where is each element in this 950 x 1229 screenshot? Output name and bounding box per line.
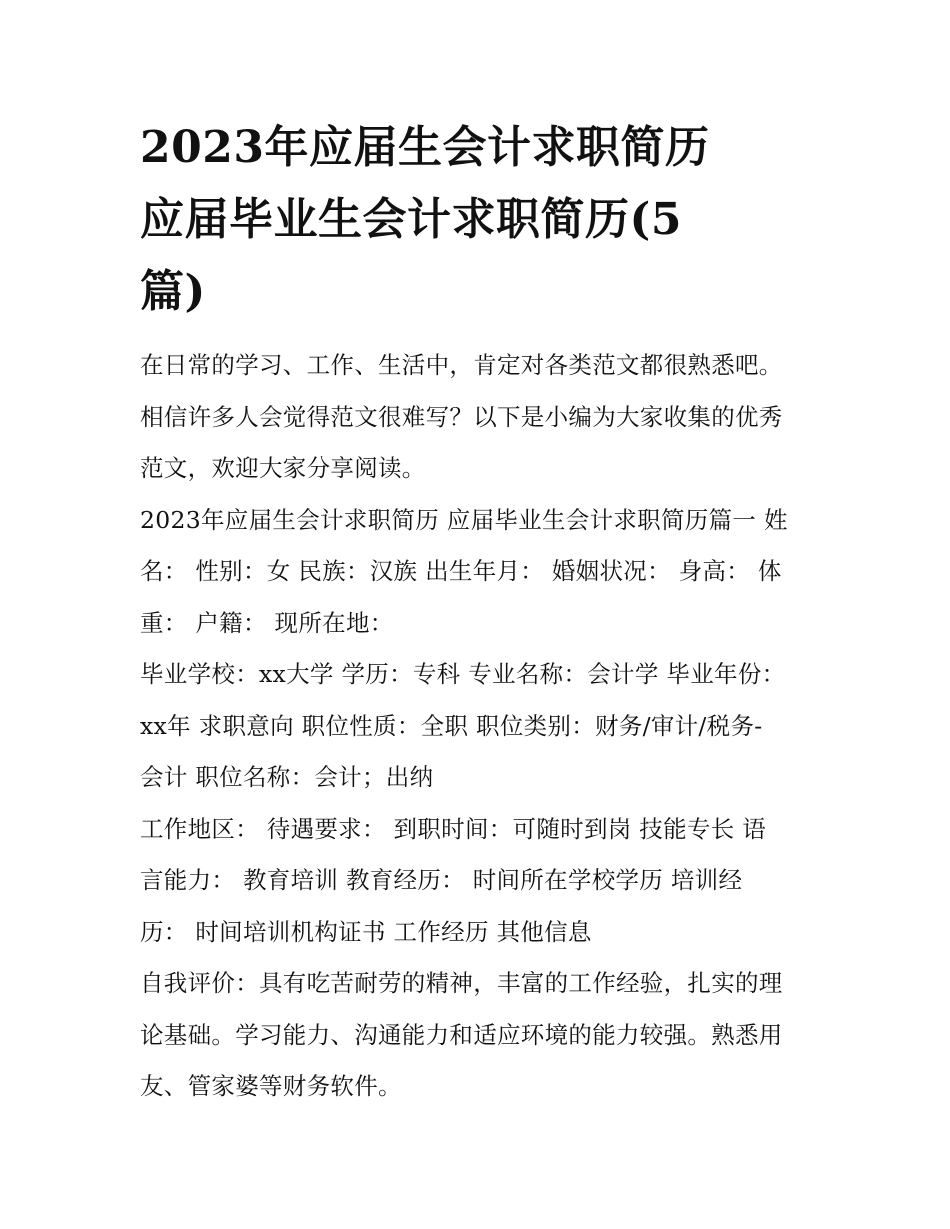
title-line-1: 2023年应届生会计求职简历 — [140, 122, 710, 173]
paragraph-line: xx年 求职意向 职位性质：全职 职位类别：财务/审计/税务- — [140, 711, 763, 740]
paragraph-line: 历： 时间培训机构证书 工作经历 其他信息 — [140, 917, 592, 946]
title-line-2: 应届毕业生会计求职简历(5 — [140, 194, 682, 245]
paragraph-line: 言能力： 教育培训 教育经历： 时间所在学校学历 培训经 — [140, 866, 743, 894]
work-skills-paragraph — [140, 804, 820, 959]
title-line-3: 篇) — [140, 266, 206, 317]
paragraph-line: 工作地区： 待遇要求： 到职时间：可随时到岗 技能专长 语 — [140, 814, 767, 843]
paragraph-line: 在日常的学习、工作、生活中，肯定对各类范文都很熟悉吧。 — [140, 351, 783, 379]
self-evaluation-paragraph — [140, 958, 820, 1113]
document-page — [140, 112, 820, 1113]
education-intent-paragraph — [140, 649, 820, 804]
paragraph-line: 友、管家婆等财务软件。 — [140, 1072, 402, 1100]
paragraph-line: 毕业学校：xx大学 学历：专科 专业名称：会计学 毕业年份： — [140, 660, 786, 688]
paragraph-line: 相信许多人会觉得范文很难写？以下是小编为大家收集的优秀 — [140, 402, 783, 431]
paragraph-line: 论基础。学习能力、沟通能力和适应环境的能力较强。熟悉用 — [140, 1020, 783, 1049]
document-title — [140, 112, 820, 328]
paragraph-line: 自我评价：具有吃苦耐劳的精神，丰富的工作经验，扎实的理 — [140, 969, 783, 997]
intro-paragraph — [140, 340, 820, 495]
personal-info-paragraph — [140, 495, 820, 650]
paragraph-line: 范文，欢迎大家分享阅读。 — [140, 454, 426, 482]
paragraph-line: 会计 职位名称：会计；出纳 — [140, 763, 434, 791]
paragraph-line: 重： 户籍： 现所在地： — [140, 608, 394, 637]
paragraph-line: 名： 性别：女 民族：汉族 出生年月： 婚姻状况： 身高： 体 — [140, 557, 782, 585]
paragraph-line: 2023年应届生会计求职简历 应届毕业生会计求职简历篇一 姓 — [140, 505, 788, 534]
